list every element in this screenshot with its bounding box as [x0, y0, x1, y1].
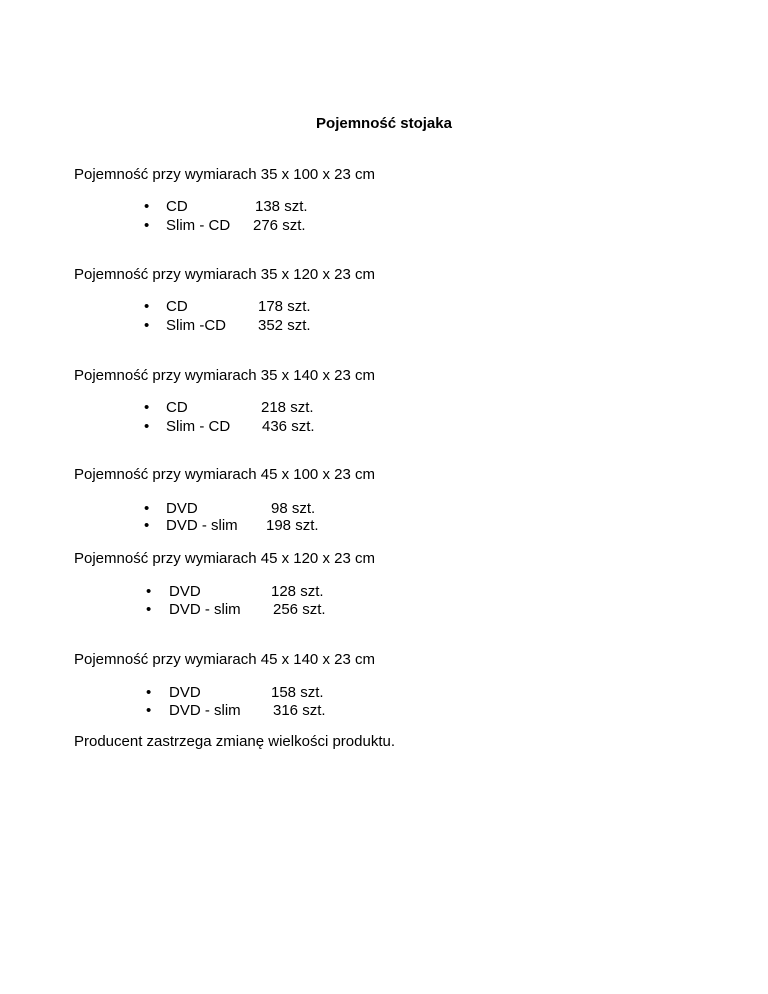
item-quantity: 256 szt.	[273, 601, 326, 618]
section-heading: Pojemność przy wymiarach 35 x 100 x 23 cm	[74, 166, 375, 183]
bullet-icon: •	[146, 702, 152, 719]
bullet-icon: •	[144, 500, 150, 517]
bullet-icon: •	[144, 418, 150, 435]
bullet-icon: •	[146, 583, 152, 600]
item-label: DVD - slim	[169, 601, 241, 618]
section-heading: Pojemność przy wymiarach 35 x 120 x 23 cm	[74, 266, 375, 283]
item-label: DVD	[166, 500, 198, 517]
item-label: DVD	[169, 684, 201, 701]
document-title: Pojemność stojaka	[316, 115, 452, 132]
item-quantity: 352 szt.	[258, 317, 311, 334]
item-quantity: 98 szt.	[271, 500, 316, 517]
item-quantity: 276 szt.	[253, 217, 306, 234]
item-label: Slim - CD	[166, 217, 231, 234]
item-quantity: 138 szt.	[255, 198, 308, 215]
item-label: DVD - slim	[166, 517, 238, 534]
bullet-icon: •	[144, 198, 150, 215]
item-label: DVD - slim	[169, 702, 241, 719]
bullet-icon: •	[144, 517, 150, 534]
section-heading: Pojemność przy wymiarach 45 x 120 x 23 cm	[74, 550, 375, 567]
item-label: Slim -CD	[166, 317, 226, 334]
item-quantity: 218 szt.	[261, 399, 314, 416]
item-quantity: 128 szt.	[271, 583, 324, 600]
item-label: CD	[166, 298, 188, 315]
section-heading: Pojemność przy wymiarach 45 x 100 x 23 cm	[74, 466, 375, 483]
item-quantity: 316 szt.	[273, 702, 326, 719]
bullet-icon: •	[144, 317, 150, 334]
bullet-icon: •	[146, 601, 152, 618]
bullet-icon: •	[144, 217, 150, 234]
item-label: CD	[166, 198, 188, 215]
item-label: CD	[166, 399, 188, 416]
bullet-icon: •	[144, 399, 150, 416]
bullet-icon: •	[146, 684, 152, 701]
item-quantity: 158 szt.	[271, 684, 324, 701]
item-quantity: 198 szt.	[266, 517, 319, 534]
bullet-icon: •	[144, 298, 150, 315]
section-heading: Pojemność przy wymiarach 45 x 140 x 23 cm	[74, 651, 375, 668]
section-heading: Pojemność przy wymiarach 35 x 140 x 23 cm	[74, 367, 375, 384]
item-label: DVD	[169, 583, 201, 600]
item-quantity: 178 szt.	[258, 298, 311, 315]
item-quantity: 436 szt.	[262, 418, 315, 435]
footer-note: Producent zastrzega zmianę wielkości produktu.	[74, 733, 395, 750]
item-label: Slim - CD	[166, 418, 231, 435]
